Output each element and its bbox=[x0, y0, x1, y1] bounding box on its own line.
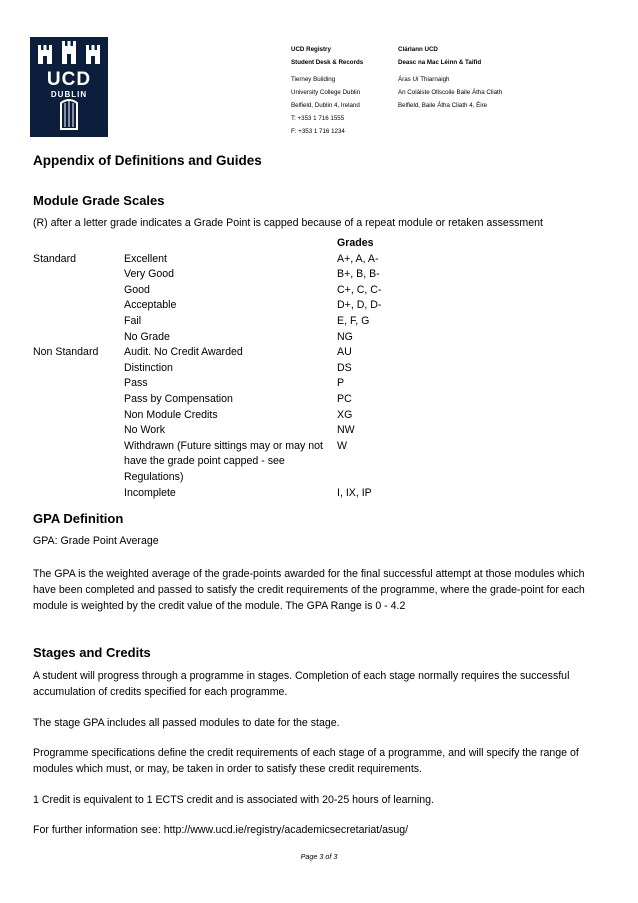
grade-scales-heading: Module Grade Scales bbox=[33, 193, 165, 208]
stages-heading: Stages and Credits bbox=[33, 645, 151, 660]
stages-paragraph-line: A student will progress through a programme in stages. Completion of each stage normally requires the successful bbox=[33, 670, 570, 682]
grade-category bbox=[33, 314, 124, 330]
grade-category bbox=[33, 376, 124, 392]
grade-row bbox=[33, 330, 413, 346]
grade-label: Distinction bbox=[124, 361, 173, 374]
grade-category bbox=[33, 330, 124, 346]
grade-scales-note: (R) after a letter grade indicates a Grade Point is capped because of a repeat module or retaken assessment bbox=[33, 217, 543, 229]
gpa-heading: GPA Definition bbox=[33, 511, 124, 526]
page-title: Appendix of Definitions and Guides bbox=[33, 153, 262, 168]
logo-text-ucd: UCD bbox=[46, 69, 92, 90]
grade-category bbox=[33, 283, 124, 299]
grade-codes: XG bbox=[337, 408, 353, 421]
programme-spec-line: Programme specifications define the credit requirements of each stage of a programme, and will specify the range of bbox=[33, 747, 579, 759]
grades-table bbox=[33, 236, 413, 501]
grade-codes: NW bbox=[337, 424, 355, 437]
stages-paragraph-line: accumulation of credits specified for each programme. bbox=[33, 686, 288, 698]
grade-label: Incomplete bbox=[124, 486, 176, 499]
grade-codes: B+, B, B- bbox=[337, 268, 380, 281]
grade-row bbox=[33, 439, 413, 486]
header-irish-building: Áras Uí Thiarnaigh bbox=[398, 76, 450, 83]
grade-label: Fail bbox=[124, 314, 142, 327]
gpa-paragraph-line: have been completed and passed to satisfy the credit requirements of the programme, where the grade-point for each bbox=[33, 584, 585, 596]
logo-text-dublin: DUBLIN bbox=[50, 90, 88, 99]
grade-row bbox=[33, 376, 413, 392]
grade-row bbox=[33, 252, 413, 268]
grade-label: Audit. No Credit Awarded bbox=[124, 346, 243, 359]
grade-label: Non Module Credits bbox=[124, 408, 218, 421]
further-info-link[interactable]: For further information see: http://www.ucd.ie/registry/academicsecretariat/asug/ bbox=[33, 824, 409, 836]
grade-category bbox=[33, 423, 124, 439]
grade-label: Excellent bbox=[124, 252, 167, 265]
grade-category bbox=[33, 392, 124, 408]
grade-category bbox=[33, 408, 124, 424]
grade-row bbox=[33, 392, 413, 408]
grade-category bbox=[33, 361, 124, 377]
grade-label: Pass bbox=[124, 377, 148, 390]
grade-codes: A+, A, A- bbox=[337, 252, 379, 265]
grade-row bbox=[33, 283, 413, 299]
grade-label: Acceptable bbox=[124, 299, 177, 312]
credit-definition: 1 Credit is equivalent to 1 ECTS credit and is associated with 20-25 hours of learning. bbox=[33, 794, 435, 806]
grade-category: Non Standard bbox=[33, 346, 99, 359]
header-fax: F: +353 1 716 1234 bbox=[291, 128, 345, 135]
header-student-desk: Student Desk & Records bbox=[291, 59, 364, 66]
ucd-logo bbox=[30, 37, 108, 137]
grade-codes: DS bbox=[337, 361, 352, 374]
grade-row bbox=[33, 423, 413, 439]
header-college: University College Dublin bbox=[291, 89, 361, 96]
grade-row bbox=[33, 267, 413, 283]
grade-codes: NG bbox=[337, 330, 353, 343]
header-phone: T: +353 1 716 1555 bbox=[291, 115, 345, 122]
header-irish-desk: Deasc na Mac Léinn & Taifid bbox=[398, 59, 482, 66]
grade-row bbox=[33, 486, 413, 502]
grade-codes: D+, D, D- bbox=[337, 299, 382, 312]
grade-codes: E, F, G bbox=[337, 314, 370, 327]
grade-row bbox=[33, 314, 413, 330]
grade-label: Very Good bbox=[124, 268, 175, 281]
header-registry: UCD Registry bbox=[291, 46, 331, 53]
grade-row bbox=[33, 345, 413, 361]
gpa-subtitle: GPA: Grade Point Average bbox=[33, 535, 159, 547]
grade-category bbox=[33, 267, 124, 283]
header-irish-address: Belfield, Baile Átha Cliath 4, Éire bbox=[398, 102, 488, 109]
grades-table-header bbox=[33, 236, 413, 252]
grade-codes: P bbox=[337, 377, 345, 390]
grade-label: Pass by Compensation bbox=[124, 392, 233, 405]
header-irish-college: An Coláiste Ollscoile Baile Átha Cliath bbox=[398, 89, 503, 96]
stage-gpa-paragraph: The stage GPA includes all passed modules to date for the stage. bbox=[33, 717, 340, 729]
grade-row bbox=[33, 298, 413, 314]
grade-codes: W bbox=[337, 439, 347, 452]
grade-codes: I, IX, IP bbox=[337, 486, 372, 499]
gpa-paragraph-line: module is weighted by the credit value of the module. The GPA Range is 0 - 4.2 bbox=[33, 600, 406, 612]
grade-row bbox=[33, 408, 413, 424]
grade-label: Good bbox=[124, 283, 150, 296]
grade-label: Withdrawn (Future sittings may or may not have the grade point capped - see Regulations) bbox=[124, 439, 323, 483]
programme-spec-line: modules which must, or may, be taken in order to satisfy these credit requirements. bbox=[33, 763, 422, 775]
grade-category bbox=[33, 439, 124, 486]
grade-label: No Work bbox=[124, 424, 166, 437]
header-irish-registry: Clárlann UCD bbox=[398, 46, 438, 53]
grade-codes: PC bbox=[337, 392, 352, 405]
grade-codes: C+, C, C- bbox=[337, 283, 382, 296]
grades-column-header: Grades bbox=[337, 237, 374, 249]
grade-category bbox=[33, 486, 124, 502]
header-building: Tierney Building bbox=[291, 76, 336, 83]
grade-label: No Grade bbox=[124, 330, 170, 343]
grade-codes: AU bbox=[337, 346, 352, 359]
grade-category bbox=[33, 298, 124, 314]
gpa-paragraph-line: The GPA is the weighted average of the grade-points awarded for the final successful attempt at those modules which bbox=[33, 568, 585, 580]
grade-category: Standard bbox=[33, 252, 76, 265]
page-number: Page 3 of 3 bbox=[300, 852, 338, 861]
header-address: Belfield, Dublin 4, Ireland bbox=[291, 102, 360, 109]
grade-row bbox=[33, 361, 413, 377]
